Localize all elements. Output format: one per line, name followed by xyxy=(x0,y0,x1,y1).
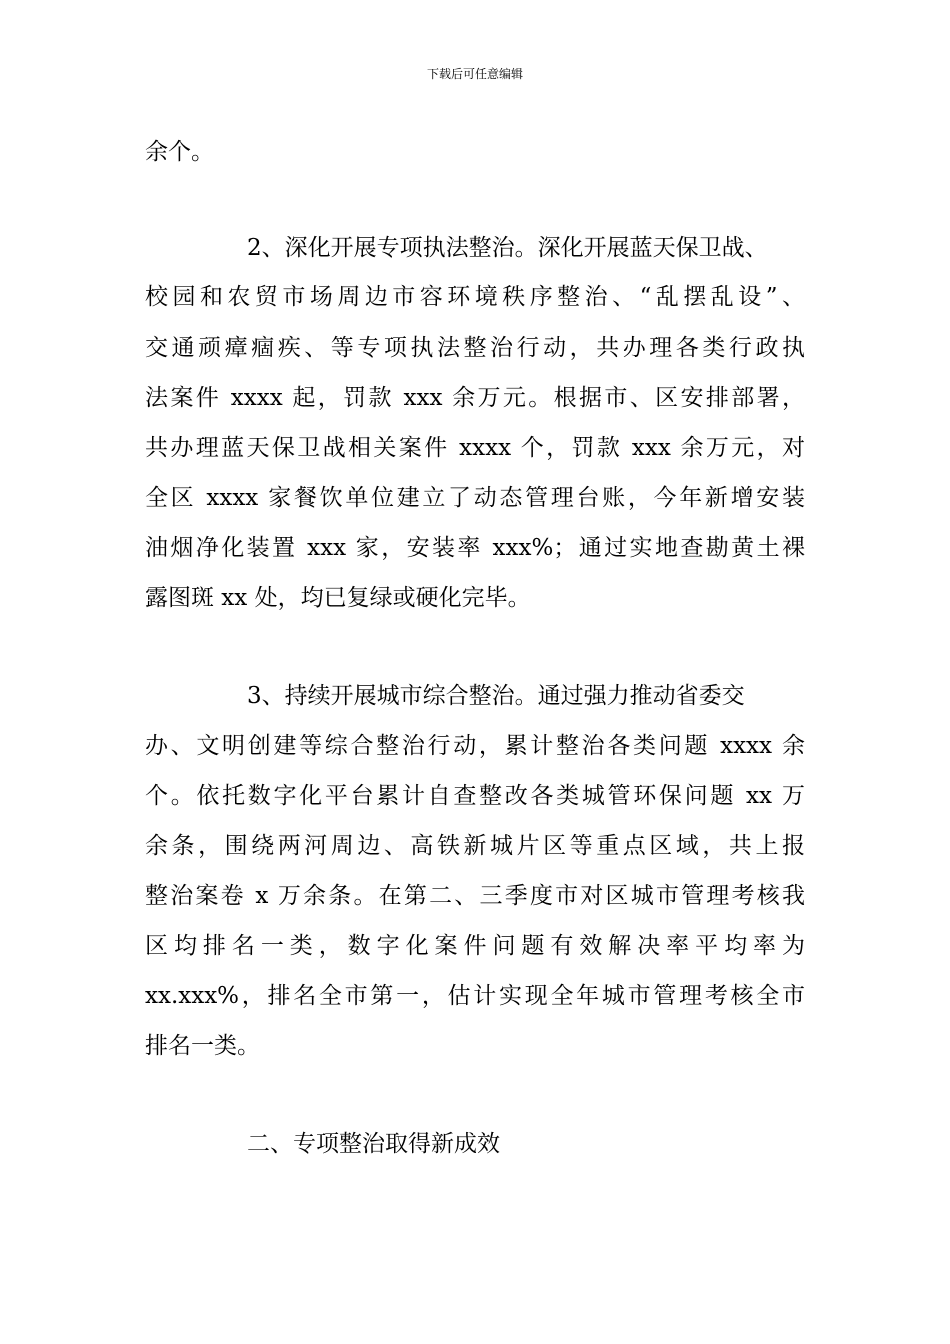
text-line: 法案件 xxxx 起，罚款 xxx 余万元。根据市、区安排部署， xyxy=(145,385,805,411)
text-line: xx.xxx%，排名全市第一，估计实现全年城市管理考核全市 xyxy=(145,983,805,1009)
text-line: 全区 xxxx 家餐饮单位建立了动态管理台账，今年新增安装 xyxy=(145,485,805,511)
text-line: 整治案卷 x 万余条。在第二、三季度市对区城市管理考核我 xyxy=(145,883,805,909)
text-line: 余条，围绕两河周边、高铁新城片区等重点区域，共上报 xyxy=(145,833,805,859)
page-header: 下载后可任意编辑 xyxy=(426,67,523,81)
text-line: 排名一类。 xyxy=(145,1033,260,1059)
text-line: 共办理蓝天保卫战相关案件 xxxx 个，罚款 xxx 余万元，对 xyxy=(145,435,805,461)
text-line: 办、文明创建等综合整治行动，累计整治各类问题 xxxx 余 xyxy=(145,733,805,759)
text-line: 个。依托数字化平台累计自查整改各类城管环保问题 xx 万 xyxy=(145,783,805,809)
text-line: 区均排名一类，数字化案件问题有效解决率平均率为 xyxy=(145,933,805,959)
text-line: 油烟净化装置 xxx 家，安装率 xxx%；通过实地查勘黄土裸 xyxy=(145,535,805,561)
text-line: 余个。 xyxy=(145,139,214,165)
text-line: 校园和农贸市场周边市容环境秩序整治、“乱摆乱设”、 xyxy=(145,284,805,310)
text-line: 露图斑 xx 处，均已复绿或硬化完毕。 xyxy=(145,585,531,611)
paragraph-heading-line: 2、深化开展专项执法整治。深化开展蓝天保卫战、 xyxy=(247,235,768,261)
section-heading: 二、专项整治取得新成效 xyxy=(247,1131,500,1157)
text-line: 交通顽瘴痼疾、等专项执法整治行动，共办理各类行政执 xyxy=(145,335,805,361)
paragraph-heading-line: 3、持续开展城市综合整治。通过强力推动省委交 xyxy=(247,683,745,709)
